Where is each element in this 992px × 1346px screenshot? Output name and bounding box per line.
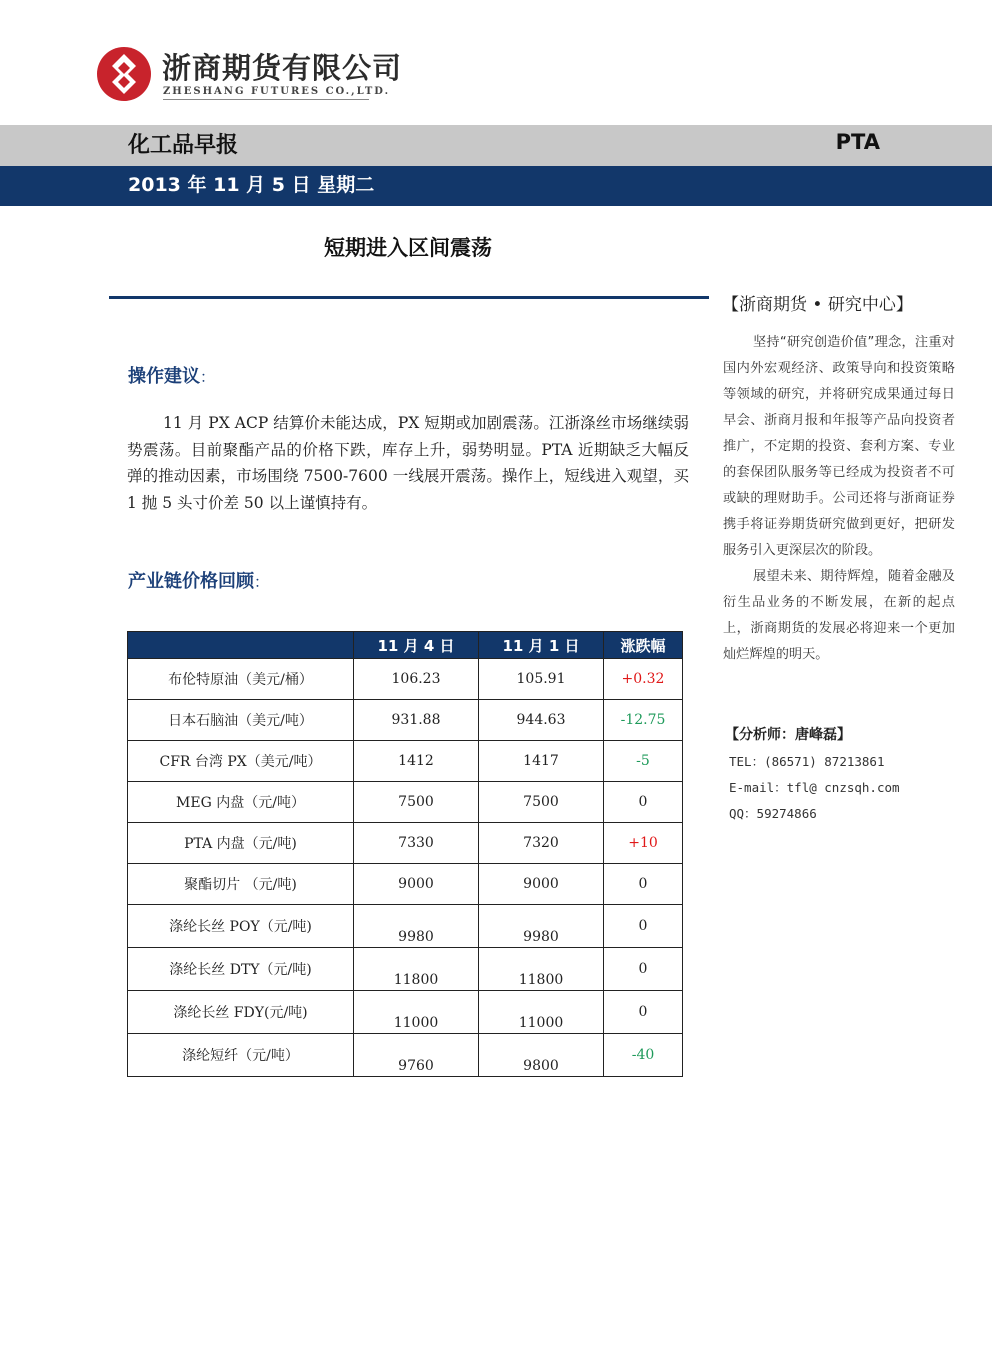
row-value-date1: 9760 [354,1034,479,1077]
row-value-date1: 7500 [354,782,479,823]
table-row [128,948,683,991]
row-item: MEG 内盘（元/吨） [128,782,354,823]
headline-divider [109,296,709,299]
company-name-cn: 浙商期货有限公司 [162,51,403,85]
row-value-date2: 1417 [479,741,604,782]
row-value-date1: 931.88 [354,700,479,741]
company-logo-icon [96,46,152,102]
row-item: 涤纶短纤（元/吨） [128,1034,354,1077]
row-change: 0 [604,782,683,823]
row-value-date2: 11000 [479,991,604,1034]
analyst-qq: QQ：59274866 [729,806,817,821]
column-header-date1: 11 月 4 日 [354,632,479,659]
row-value-date1: 7330 [354,823,479,864]
row-value-date1: 11800 [354,948,479,991]
table-row [128,905,683,948]
row-item: 聚酯切片 （元/吨) [128,864,354,905]
analyst-name: 【分析师：唐峰磊】 [725,727,851,743]
row-item: 布伦特原油（美元/桶） [128,659,354,700]
company-name-en: ZHESHANG FUTURES CO.,LTD. [163,86,391,97]
row-change: -5 [604,741,683,782]
table-row [128,659,683,700]
analyst-email: E-mail：tfl@ cnzsqh.com [729,780,900,795]
advice-heading-text: 操作建议 [128,366,200,387]
intro-paragraph-1: 坚持“研究创造价值”理念，注重对国内外宏观经济、政策导向和投资策略等领域的研究，并将研究成果通过每日早会、浙商月报和年报等产品向投资者推广，不定期的投资、套利方案、专业的套保团队服务等已经成为投资者不可或缺的理财助手。公司还将与浙商证券携手将证券期货研究做到更好，把研发服务引入更深层次的阶段。 [723,335,955,558]
price-review-heading-colon: ： [254,573,270,591]
table-header-row [128,632,683,659]
row-value-date1: 11000 [354,991,479,1034]
price-table [127,631,683,1077]
table-row [128,991,683,1034]
report-type: 化工品早报 [128,133,239,158]
logo-divider [163,99,369,100]
row-change: 0 [604,905,683,948]
row-value-date2: 7320 [479,823,604,864]
row-item: 涤纶长丝 FDY(元/吨) [128,991,354,1034]
row-item: PTA 内盘（元/吨) [128,823,354,864]
intro-paragraph-2: 展望未来、期待辉煌，随着金融及衍生品业务的不断发展，在新的起点上，浙商期货的发展必将迎来一个更加灿烂辉煌的明天。 [723,569,955,662]
row-value-date2: 944.63 [479,700,604,741]
table-row [128,1034,683,1077]
row-value-date2: 9800 [479,1034,604,1077]
row-value-date2: 105.91 [479,659,604,700]
research-center-title: 【浙商期货 • 研究中心】 [722,295,913,315]
report-date: 2013 年 11 月 5 日 星期二 [128,174,375,196]
row-change: -40 [604,1034,683,1077]
row-change: 0 [604,948,683,991]
row-value-date2: 7500 [479,782,604,823]
row-value-date1: 106.23 [354,659,479,700]
advice-heading-colon: ： [200,368,216,386]
row-item: CFR 台湾 PX（美元/吨） [128,741,354,782]
row-item: 涤纶长丝 POY（元/吨) [128,905,354,948]
row-value-date2: 11800 [479,948,604,991]
price-review-heading [128,567,269,593]
row-change: 0 [604,864,683,905]
column-header-change: 涨跌幅 [604,632,683,659]
row-change: -12.75 [604,700,683,741]
row-value-date1: 1412 [354,741,479,782]
table-row [128,823,683,864]
row-value-date2: 9000 [479,864,604,905]
table-row [128,864,683,905]
row-change: +10 [604,823,683,864]
row-item: 涤纶长丝 DTY（元/吨) [128,948,354,991]
research-center-intro [723,330,955,668]
row-value-date1: 9000 [354,864,479,905]
headline: 短期进入区间震荡 [324,236,492,260]
column-header-item [128,632,354,659]
advice-text: 11 月 PX ACP 结算价未能达成，PX 短期或加剧震荡。江浙涤丝市场继续弱势震荡。目前聚酯产品的价格下跌，库存上升，弱势明显。PTA 近期缺乏大幅反弹的推动因素，市场围绕 7500-7600 一线展开震荡。操作上，短线进入观望，买 1 抛 5 头寸价差 50 以上谨慎持有。 [127,414,689,512]
commodity-label: PTA [835,130,880,154]
row-value-date2: 9980 [479,905,604,948]
price-review-heading-text: 产业链价格回顾 [128,571,254,592]
column-header-date2: 11 月 1 日 [479,632,604,659]
analyst-tel: TEL：(86571) 87213861 [729,754,885,769]
row-change: 0 [604,991,683,1034]
row-change: +0.32 [604,659,683,700]
advice-heading [128,362,215,388]
table-row [128,700,683,741]
table-row [128,782,683,823]
row-item: 日本石脑油（美元/吨） [128,700,354,741]
row-value-date1: 9980 [354,905,479,948]
table-row [128,741,683,782]
